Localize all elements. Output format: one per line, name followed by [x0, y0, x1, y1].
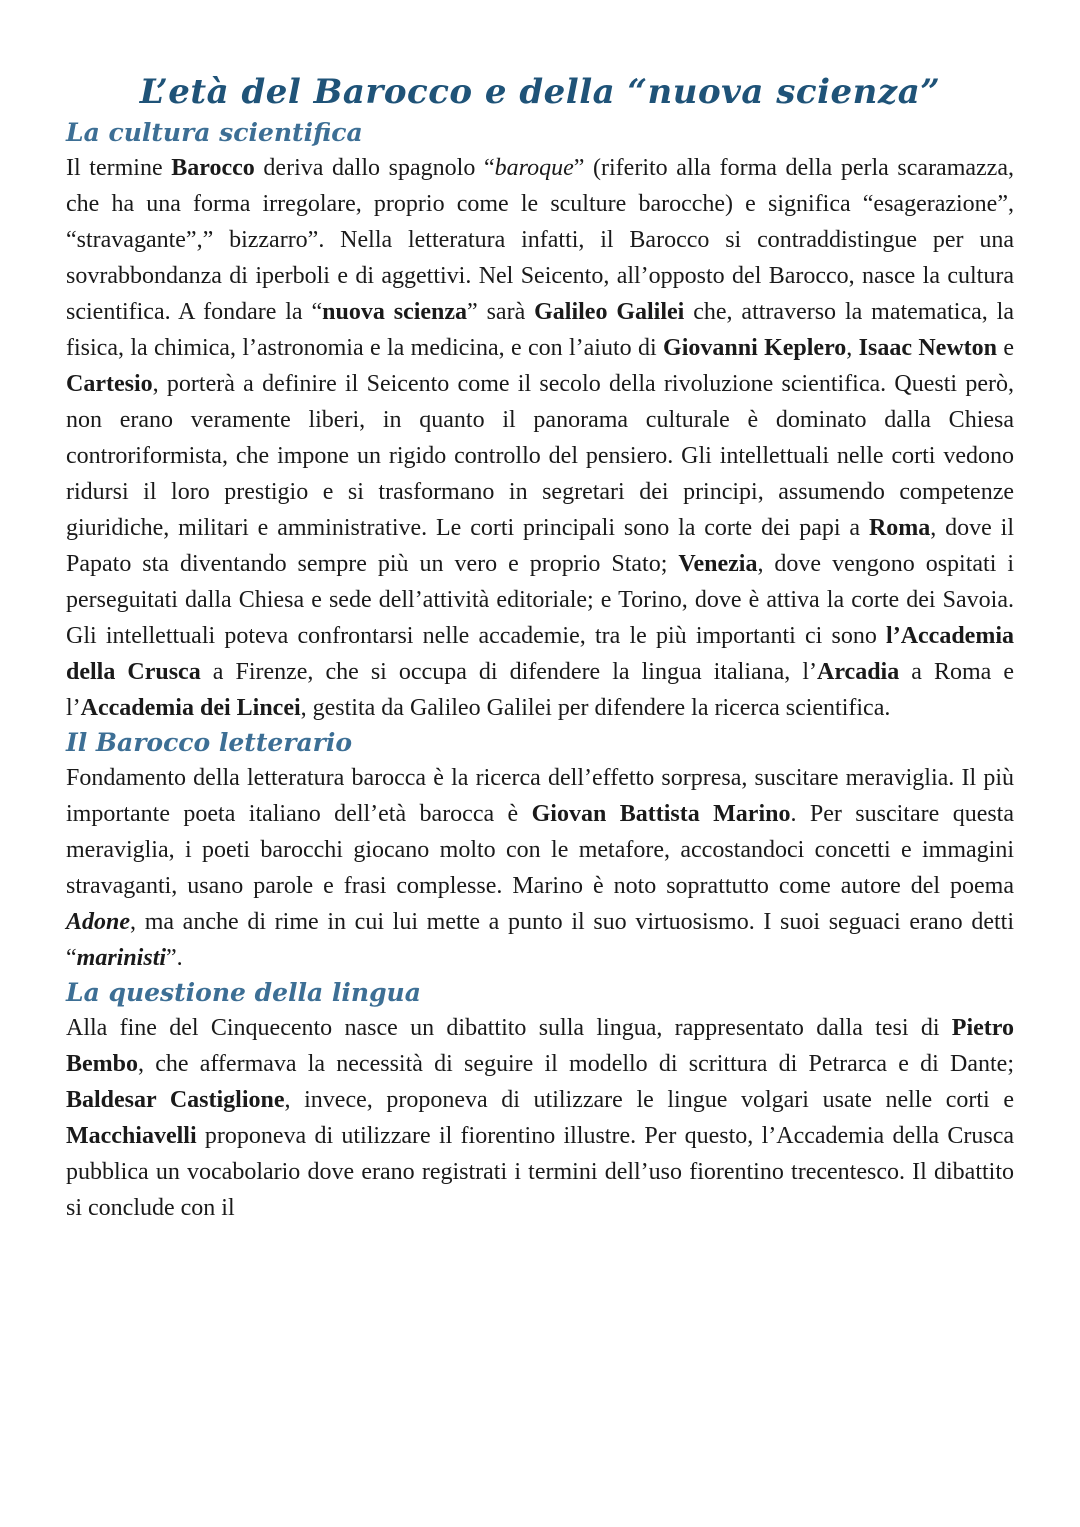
- text-run: a Firenze, che si occupa di difendere la lingua italiana, l’: [200, 659, 817, 685]
- text-run: , gestita da Galileo Galilei per difendere la ricerca scientifica.: [300, 695, 891, 721]
- text-run: deriva dallo spagnolo “: [254, 155, 495, 181]
- section-heading-questione-lingua: La questione della lingua: [66, 978, 421, 1007]
- bold-term: Cartesio: [66, 371, 153, 397]
- text-run: . Per suscitare questa meraviglia, i poeti barocchi giocano molto con le metafore, accostandoci concetti e immagini stravaganti, usano parole e frasi complesse. Marino è noto soprattutto come autore del poema: [66, 801, 1015, 899]
- bold-term: Giovanni Keplero: [663, 335, 847, 361]
- text-run: , dove vengono ospitati i perseguitati dalla Chiesa e sede dell’attività editoriale; e Torino, dove è attiva la corte dei Savoia. Gli intellettuali poteva confrontarsi nelle accademie, tra le più importanti ci sono: [66, 551, 1015, 649]
- text-run: , ma anche di rime in cui lui mette a punto il suo virtuosismo. I suoi seguaci erano detti “: [66, 909, 1014, 971]
- section-paragraph-cultura-scientifica: [66, 150, 1014, 726]
- bold-term: Galileo Galilei: [534, 299, 685, 325]
- text-run: , dove il Papato sta diventando sempre più un vero e proprio Stato;: [66, 515, 1014, 577]
- text-run: , porterà a definire il Seicento come il secolo della rivoluzione scientifica. Questi però, non erano veramente liberi, in quanto il panorama culturale è dominato dalla Chiesa controriformista, che impone un rigido controllo del pensiero. Gli intellettuali nelle corti vedono ridursi il loro prestigio e si trasformano in segretari dei principi, assumendo competenze giuridiche, militari e amministrative. Le corti principali sono la corte dei papi a: [66, 371, 1014, 541]
- text-run: Il termine: [66, 155, 172, 181]
- bold-term: Barocco: [171, 155, 255, 181]
- bold-term: Pietro Bembo: [66, 1015, 1014, 1077]
- italic-term: baroque: [494, 155, 574, 181]
- text-run: ,: [846, 335, 859, 361]
- bold-term: Giovan Battista Marino: [531, 801, 791, 827]
- bold-term: nuova scienza: [322, 299, 468, 325]
- document-title: L’età del Barocco e della “nuova scienza”: [139, 72, 941, 112]
- bold-italic-term: marinisti: [76, 945, 167, 971]
- text-run: , invece, proponeva di utilizzare le lingue volgari usate nelle corti e: [284, 1087, 1014, 1113]
- bold-term: Roma: [868, 515, 931, 541]
- bold-term: Isaac Newton: [858, 335, 997, 361]
- section-heading-cultura-scientifica: La cultura scientifica: [66, 118, 363, 147]
- text-run: Alla fine del Cinquecento nasce un dibattito sulla lingua, rappresentato dalla tesi di: [66, 1015, 952, 1041]
- section-paragraph-questione-lingua: [66, 1010, 1014, 1226]
- bold-term: Macchiavelli: [66, 1123, 197, 1149]
- text-run: ”.: [166, 945, 183, 971]
- bold-term: Accademia dei Lincei: [80, 695, 301, 721]
- bold-italic-term: Adone: [66, 909, 131, 935]
- section-paragraph-barocco-letterario: [66, 760, 1014, 976]
- text-run: Fondamento della letteratura barocca è la ricerca dell’effetto sorpresa, suscitare meraviglia. Il più importante poeta italiano dell’età barocca è: [66, 765, 1014, 827]
- text-run: , che affermava la necessità di seguire il modello di scrittura di Petrarca e di Dante;: [138, 1051, 1014, 1077]
- text-run: proponeva di utilizzare il fiorentino illustre. Per questo, l’Accademia della Crusca pubblica un vocabolario dove erano registrati i termini dell’uso fiorentino trecentesco. Il dibattito si conclude con il: [66, 1123, 1014, 1221]
- bold-term: Venezia: [678, 551, 758, 577]
- text-run: ” (riferito alla forma della perla scaramazza, che ha una forma irregolare, proprio come le sculture barocche) e significa “esagerazione”, “stravagante”,” bizzarro”. Nella letteratura infatti, il Barocco si contraddistingue per una sovrabbondanza di iperboli e di aggettivi. Nel Seicento, all’opposto del Barocco, nasce la cultura scientifica. A fondare la “: [66, 155, 1014, 325]
- bold-term: Baldesar Castiglione: [66, 1087, 285, 1113]
- bold-term: Arcadia: [817, 659, 900, 685]
- section-heading-barocco-letterario: Il Barocco letterario: [66, 728, 353, 757]
- text-run: e: [997, 335, 1015, 361]
- text-run: ” sarà: [467, 299, 535, 325]
- bold-term: l’Accademia della Crusca: [66, 623, 1014, 685]
- text-run: a Roma e l’: [66, 659, 1014, 721]
- text-run: che, attraverso la matematica, la fisica, la chimica, l’astronomia e la medicina, e con l’aiuto di: [66, 299, 1014, 361]
